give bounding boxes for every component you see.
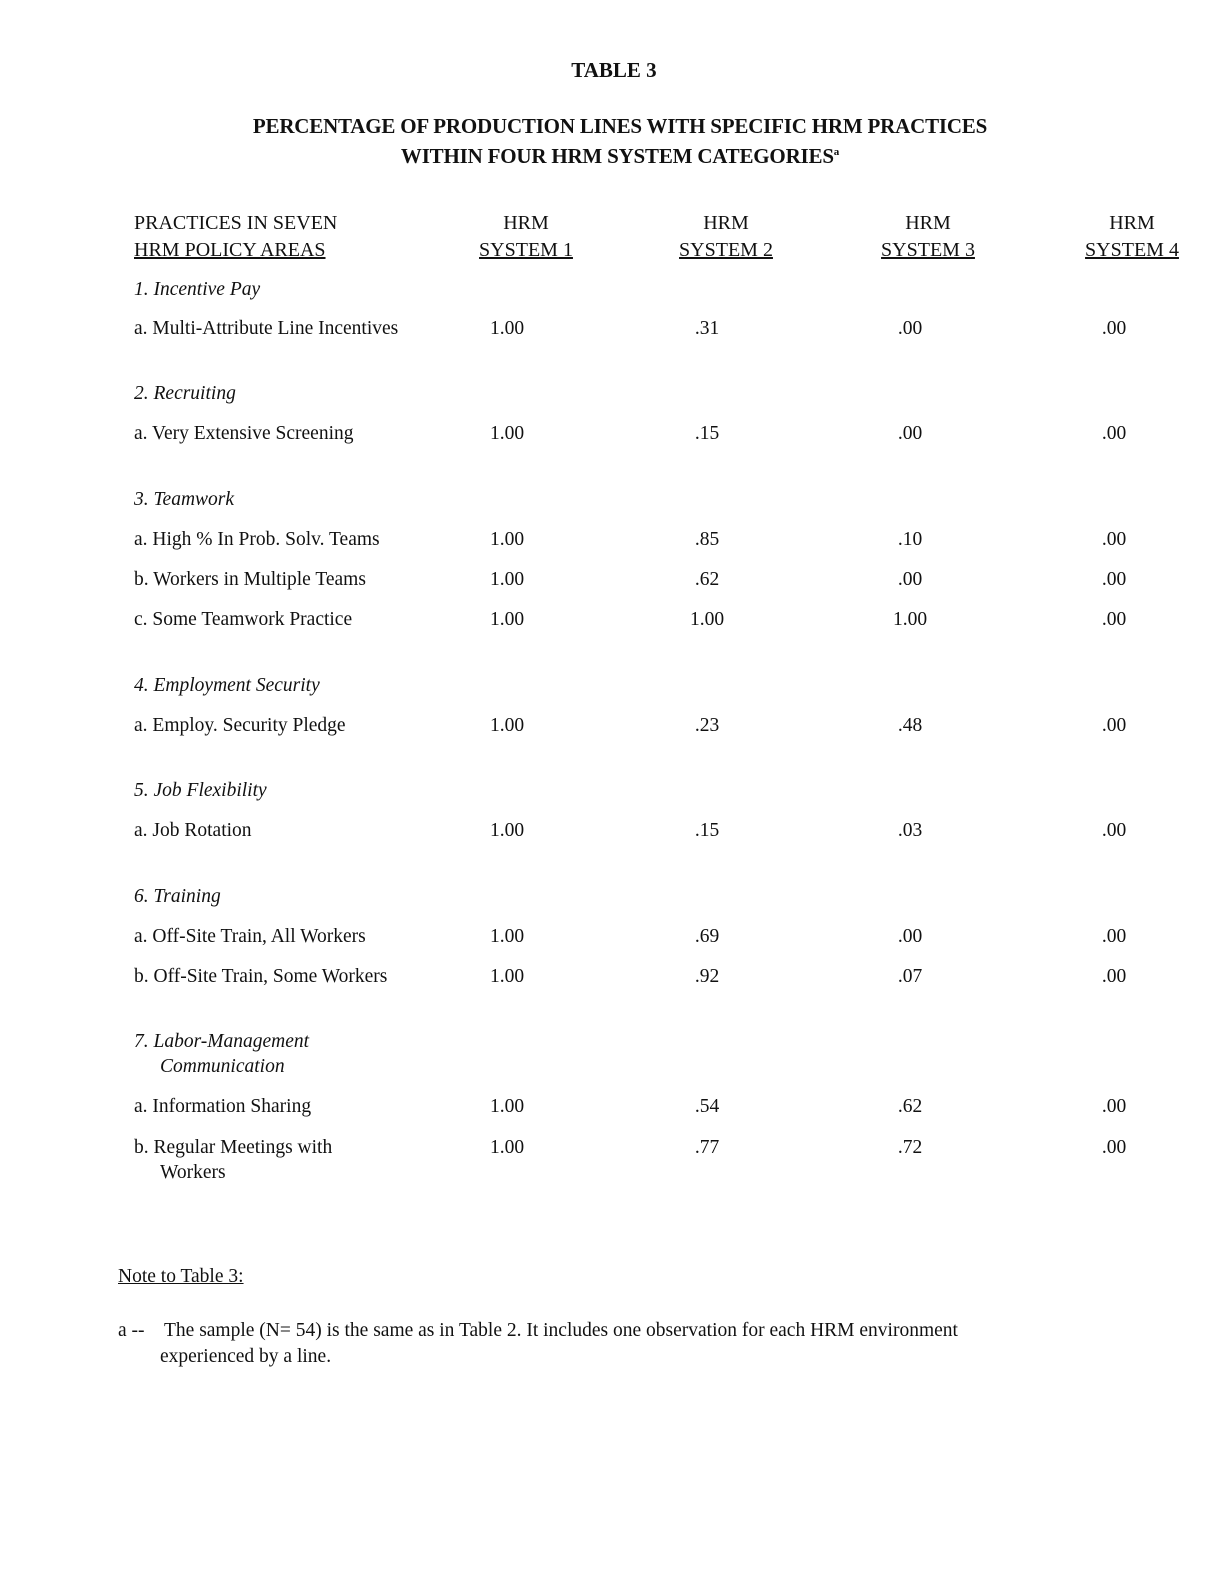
cell-system-2: .23 — [694, 715, 720, 736]
cell-system-1: 1.00 — [489, 569, 525, 590]
header-system-4-line2: SYSTEM 4 — [1085, 239, 1179, 261]
cell-system-4: .00 — [1101, 318, 1127, 339]
cell-system-3: .00 — [897, 318, 923, 339]
cell-system-2: .85 — [694, 529, 720, 550]
cell-system-1: 1.00 — [489, 820, 525, 841]
header-system-2 — [661, 210, 791, 264]
row-label: a. Employ. Security Pledge — [134, 715, 346, 736]
header-system-3-line1: HRM — [905, 212, 951, 234]
row-label-line2: Workers — [160, 1162, 226, 1183]
cell-system-3: .03 — [897, 820, 923, 841]
row-label: a. Job Rotation — [134, 820, 252, 841]
category-recruiting: 2. Recruiting — [134, 383, 236, 404]
header-system-2-line1: HRM — [703, 212, 749, 234]
cell-system-2: .15 — [694, 820, 720, 841]
cell-system-2: .77 — [694, 1137, 720, 1158]
cell-system-1: 1.00 — [489, 609, 525, 630]
cell-system-2: .31 — [694, 318, 720, 339]
cell-system-1: 1.00 — [489, 926, 525, 947]
cell-system-4: .00 — [1101, 1137, 1127, 1158]
cell-system-3: .07 — [897, 966, 923, 987]
cell-system-1: 1.00 — [489, 1096, 525, 1117]
header-system-2-line2: SYSTEM 2 — [679, 239, 773, 261]
cell-system-4: .00 — [1101, 569, 1127, 590]
cell-system-4: .00 — [1101, 609, 1127, 630]
header-system-4 — [1067, 210, 1197, 264]
table-subtitle-line2 — [0, 144, 1228, 169]
cell-system-2: .54 — [694, 1096, 720, 1117]
note-text-line2: experienced by a line. — [160, 1346, 332, 1367]
cell-system-1: 1.00 — [489, 529, 525, 550]
cell-system-2: .92 — [694, 966, 720, 987]
cell-system-3: .00 — [897, 569, 923, 590]
cell-system-3: .72 — [897, 1137, 923, 1158]
row-label: b. Off-Site Train, Some Workers — [134, 966, 388, 987]
header-system-1-line2: SYSTEM 1 — [479, 239, 573, 261]
cell-system-3: .62 — [897, 1096, 923, 1117]
header-system-4-line1: HRM — [1109, 212, 1155, 234]
header-system-1-line1: HRM — [503, 212, 549, 234]
header-practices — [134, 210, 337, 264]
cell-system-4: .00 — [1101, 1096, 1127, 1117]
note-title: Note to Table 3: — [118, 1266, 244, 1287]
category-incentive-pay: 1. Incentive Pay — [134, 279, 261, 300]
row-label: b. Regular Meetings with — [134, 1137, 333, 1158]
cell-system-3: .48 — [897, 715, 923, 736]
header-system-3-line2: SYSTEM 3 — [881, 239, 975, 261]
cell-system-2: .69 — [694, 926, 720, 947]
cell-system-2: 1.00 — [689, 609, 725, 630]
row-label: a. High % In Prob. Solv. Teams — [134, 529, 380, 550]
note-text-line1: The sample (N= 54) is the same as in Table 2. It includes one observation for each HRM environment — [164, 1320, 958, 1341]
cell-system-1: 1.00 — [489, 966, 525, 987]
cell-system-3: .00 — [897, 926, 923, 947]
cell-system-4: .00 — [1101, 715, 1127, 736]
category-employment-security: 4. Employment Security — [134, 675, 320, 696]
category-labor-management-line1: 7. Labor-Management — [134, 1031, 310, 1052]
header-system-3 — [863, 210, 993, 264]
row-label: a. Very Extensive Screening — [134, 423, 354, 444]
header-practices-line2: HRM POLICY AREAS — [134, 239, 326, 261]
row-label: a. Multi-Attribute Line Incentives — [134, 318, 399, 339]
cell-system-2: .62 — [694, 569, 720, 590]
row-label: c. Some Teamwork Practice — [134, 609, 353, 630]
footnote-marker: a — [833, 146, 840, 158]
table-subtitle-line1: PERCENTAGE OF PRODUCTION LINES WITH SPECIFIC HRM PRACTICES — [252, 114, 988, 138]
row-label: a. Off-Site Train, All Workers — [134, 926, 366, 947]
cell-system-4: .00 — [1101, 966, 1127, 987]
subtitle-line2-text: WITHIN FOUR HRM SYSTEM CATEGORIES — [400, 144, 834, 168]
note-marker: a -- — [118, 1320, 145, 1341]
cell-system-4: .00 — [1101, 926, 1127, 947]
category-training: 6. Training — [134, 886, 221, 907]
cell-system-3: .10 — [897, 529, 923, 550]
cell-system-4: .00 — [1101, 820, 1127, 841]
cell-system-4: .00 — [1101, 529, 1127, 550]
table-title: TABLE 3 — [571, 58, 657, 82]
cell-system-1: 1.00 — [489, 715, 525, 736]
row-label: a. Information Sharing — [134, 1096, 312, 1117]
cell-system-3: 1.00 — [892, 609, 928, 630]
cell-system-3: .00 — [897, 423, 923, 444]
header-system-1 — [461, 210, 591, 264]
cell-system-1: 1.00 — [489, 318, 525, 339]
category-job-flexibility: 5. Job Flexibility — [134, 780, 267, 801]
category-labor-management-line2: Communication — [160, 1056, 285, 1077]
category-teamwork: 3. Teamwork — [134, 489, 235, 510]
header-practices-line1: PRACTICES IN SEVEN — [134, 212, 338, 234]
cell-system-1: 1.00 — [489, 423, 525, 444]
row-label: b. Workers in Multiple Teams — [134, 569, 366, 590]
cell-system-2: .15 — [694, 423, 720, 444]
cell-system-4: .00 — [1101, 423, 1127, 444]
cell-system-1: 1.00 — [489, 1137, 525, 1158]
